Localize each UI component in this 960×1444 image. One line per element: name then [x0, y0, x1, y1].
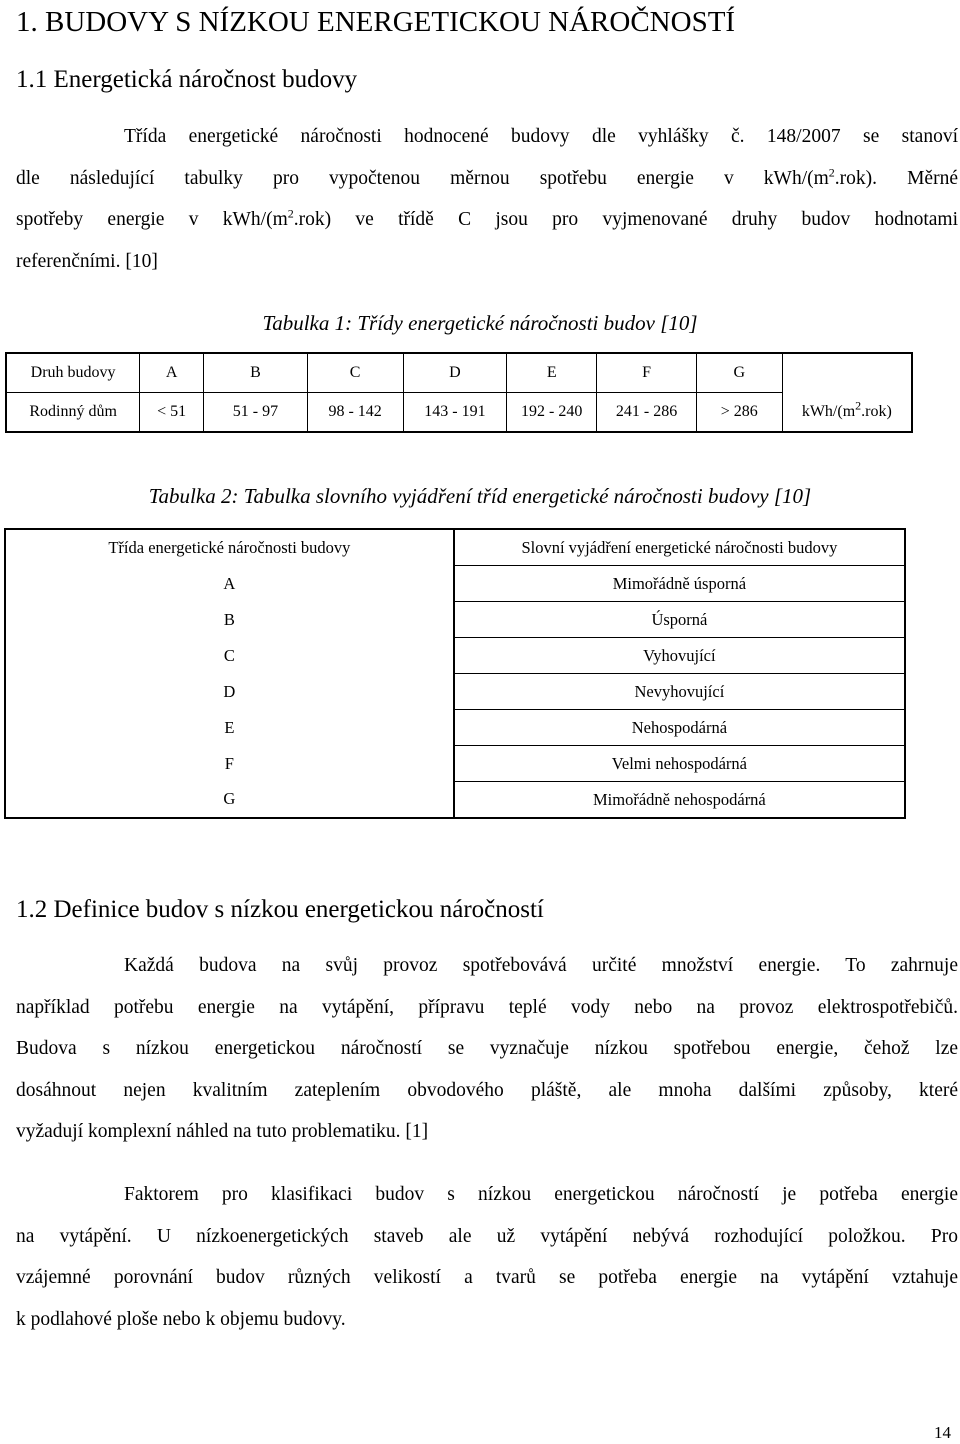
- table-cell: C: [307, 353, 403, 393]
- paragraph-line: Třída energetické náročnosti hodnocené budovy dle vyhlášky č. 148/2007 se stanoví: [124, 126, 958, 147]
- paragraph-line: spotřeby energie v kWh/$(m^2.rok)$ ve třídě C jsou pro vyjmenované druhy budov hodnotami: [16, 206, 958, 230]
- table-cell: 143 - 191: [403, 393, 507, 433]
- table-cell: E: [507, 353, 597, 393]
- table-cell: F: [224, 753, 234, 773]
- paragraph-line: k podlahové ploše nebo k objemu budovy.: [16, 1308, 346, 1330]
- table-header-row: [5, 529, 905, 566]
- table-cell: G: [696, 353, 782, 393]
- definition-paragraph-1: [16, 945, 958, 1153]
- table-row: [5, 674, 905, 710]
- table-cell: F: [597, 353, 697, 393]
- table-cell: Slovní vyjádření energetické náročnosti budovy: [454, 529, 905, 566]
- intro-paragraph: [16, 116, 958, 282]
- table-cell: < 51: [140, 393, 204, 433]
- table-cell: Vyhovující: [454, 638, 905, 674]
- definition-paragraph-2: [16, 1174, 958, 1340]
- table-cell: 98 - 142: [307, 393, 403, 433]
- table-cell: 192 - 240: [507, 393, 597, 433]
- table-2-caption: Tabulka 2: Tabulka slovního vyjádření tříd energetické náročnosti budovy [10]: [148, 484, 812, 508]
- table-cell: D: [223, 681, 236, 701]
- table-cell: Druh budovy: [6, 353, 140, 393]
- section-heading-1-2: 1.2 Definice budov s nízkou energetickou náročností: [16, 896, 544, 923]
- table-cell: D: [403, 353, 507, 393]
- energy-class-table: [5, 352, 913, 433]
- table-cell: 241 - 286: [597, 393, 697, 433]
- table-cell: B: [204, 353, 308, 393]
- paragraph-line: dosáhnout nejen kvalitním zateplením obvodového pláště, ale mnoha dalšími způsoby, které: [16, 1079, 958, 1101]
- table-row: [5, 710, 905, 746]
- table-row: [5, 638, 905, 674]
- table-cell: Úsporná: [454, 602, 905, 638]
- table-row: [5, 746, 905, 782]
- table-cell: Mimořádně nehospodárná: [454, 782, 905, 819]
- table-cell: Nevyhovující: [454, 674, 905, 710]
- table-cell: A: [140, 353, 204, 393]
- energy-class-description-table: [4, 528, 906, 819]
- table-header-row: [6, 353, 912, 393]
- table-cell: Třída energetické náročnosti budovy: [108, 537, 351, 557]
- table-cell: Rodinný dům: [6, 393, 140, 433]
- paragraph-line: například potřebu energie na vytápění, přípravu teplé vody nebo na provoz elektrospotřebičů.: [16, 996, 958, 1018]
- table-cell: 51 - 97: [204, 393, 308, 433]
- paragraph-line: Faktorem pro klasifikaci budov s nízkou energetickou náročností je potřeba energie: [124, 1184, 958, 1205]
- table-cell: Velmi nehospodárná: [454, 746, 905, 782]
- table-cell: C: [223, 645, 235, 665]
- table-cell: E: [224, 717, 235, 737]
- paragraph-line: referenčními. [10]: [16, 250, 158, 272]
- paragraph-line: vzájemné porovnání budov různých velikostí a tvarů se potřeba energie na vytápění vztahuje: [16, 1267, 958, 1288]
- page-number: 14: [934, 1423, 951, 1442]
- table-cell: [782, 353, 912, 393]
- paragraph-line: Každá budova na svůj provoz spotřebovává určité množství energie. To zahrnuje: [124, 955, 958, 976]
- paragraph-line: vyžadují komplexní náhled na tuto problematiku. [1]: [16, 1121, 429, 1142]
- table-cell: A: [223, 573, 236, 593]
- table-cell: Nehospodárná: [454, 710, 905, 746]
- table-row: [5, 602, 905, 638]
- table-cell: Mimořádně úsporná: [454, 566, 905, 602]
- table-cell: B: [223, 609, 235, 629]
- table-cell: G: [223, 789, 236, 809]
- paragraph-line: Budova s nízkou energetickou náročností se vyznačuje nízkou spotřebou energie, čehož lze: [16, 1038, 958, 1059]
- paragraph-line: na vytápění. U nízkoenergetických staveb ale už vytápění nebývá rozhodující položkou. Pro: [16, 1225, 958, 1247]
- table-row: [5, 782, 905, 819]
- table-1-caption: Tabulka 1: Třídy energetické náročnosti budov [10]: [262, 311, 698, 335]
- table-row: [6, 393, 912, 433]
- unit-cell: kWh/$(m^2.rok)$: [782, 393, 912, 433]
- chapter-heading: 1. BUDOVY S NÍZKOU ENERGETICKOU NÁROČNOSTÍ: [16, 6, 736, 38]
- table-cell: > 286: [696, 393, 782, 433]
- table-row: [5, 566, 905, 602]
- paragraph-line: dle následující tabulky pro vypočtenou měrnou spotřebu energie v kWh/$(m^2.rok)$. Měrné: [16, 165, 958, 189]
- section-heading-1-1: 1.1 Energetická náročnost budovy: [16, 66, 358, 93]
